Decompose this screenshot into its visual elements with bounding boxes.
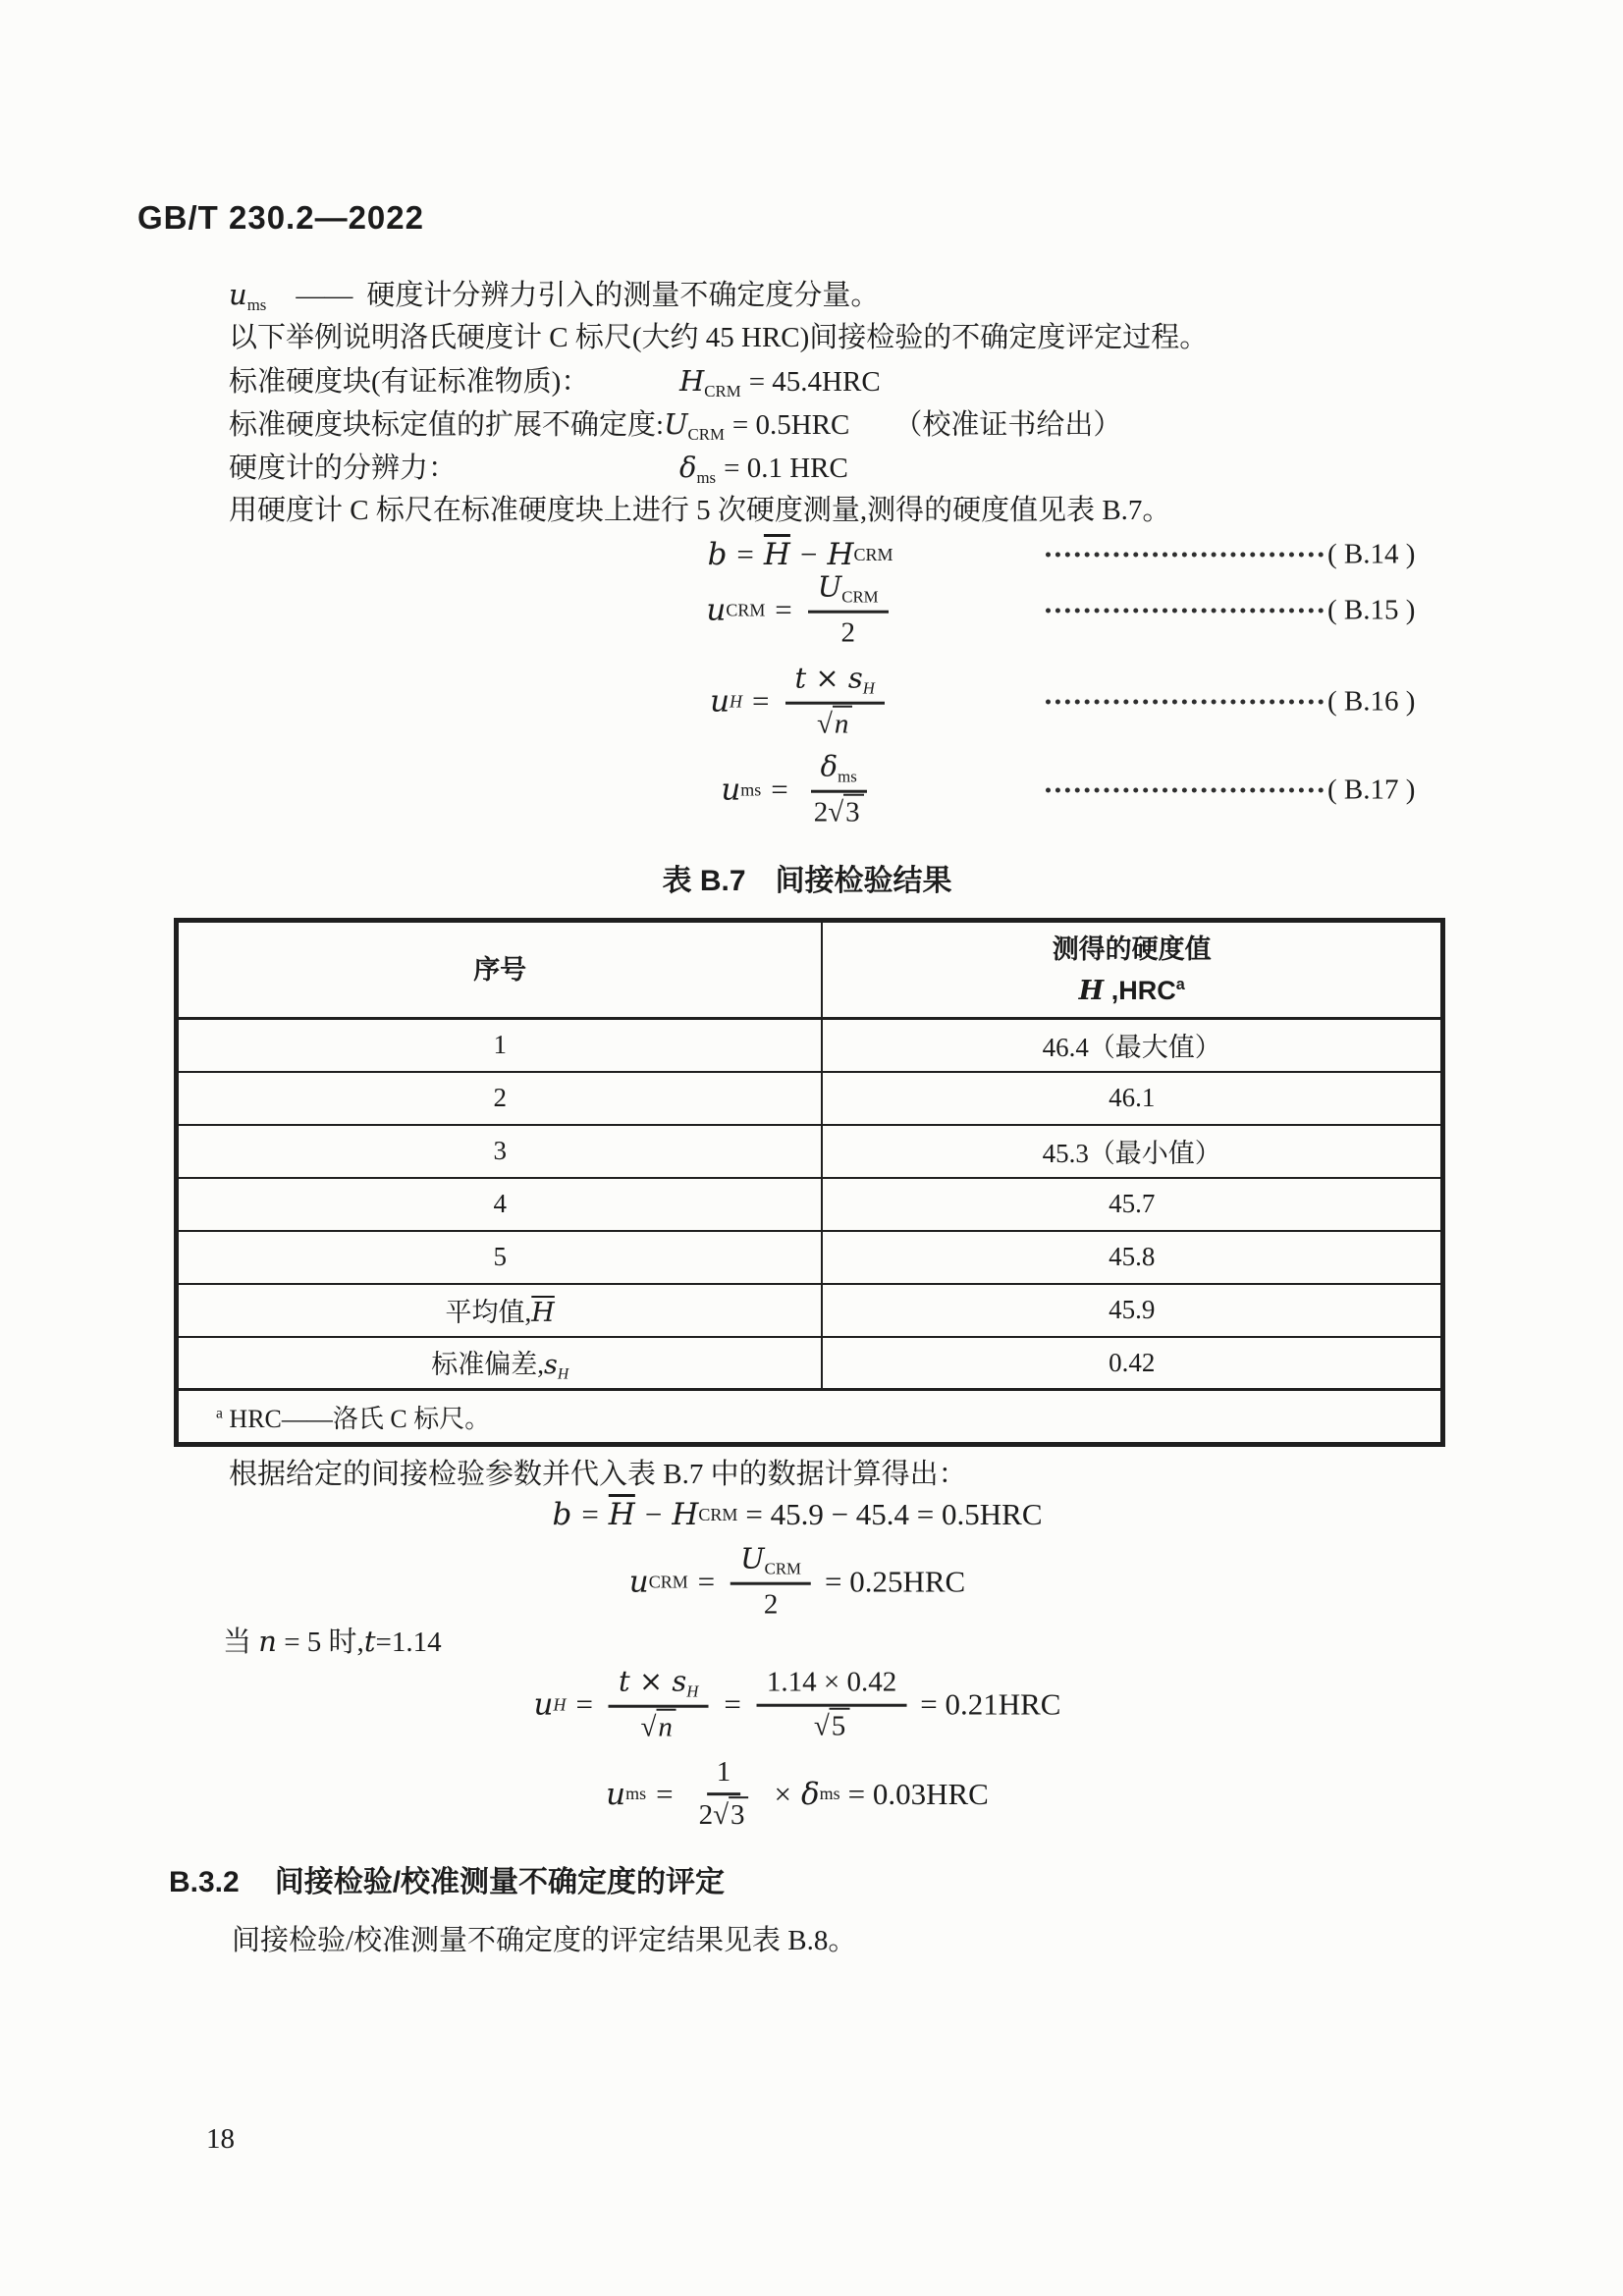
c1-h-crm: H	[672, 1497, 699, 1532]
equation-b14	[545, 537, 1055, 572]
eq16-lhs-sub: H	[730, 691, 743, 712]
eq16-equals: =	[752, 683, 770, 719]
eq17-numerator: $\delta_{ms}$	[811, 751, 867, 793]
equation-b15	[545, 571, 1055, 651]
c2-denominator: 2	[763, 1588, 779, 1621]
c3-equals2: =	[724, 1686, 741, 1722]
value-cell: 46.4（最大值）	[822, 1019, 1442, 1072]
eq16-lhs: u	[710, 683, 730, 720]
u-crm-subscript: CRM	[687, 424, 725, 444]
crm-block-label: 标准硬度块(有证标准物质)：	[229, 366, 590, 398]
sqrt-sign: √	[713, 1799, 729, 1832]
dotted-leader	[1046, 700, 1324, 705]
c1-h-bar: $\overline{H}$	[608, 1497, 635, 1532]
table-row-average	[177, 1284, 1443, 1337]
t-symbol: t	[363, 1625, 376, 1658]
n-symbol: n	[258, 1625, 277, 1658]
equation-b17-label: ( B.17 )	[1327, 774, 1416, 806]
page-number: 18	[206, 2123, 235, 2155]
equation-b17	[545, 751, 1055, 830]
eq15-numerator: $U_{CRM}$	[808, 571, 889, 614]
c4-equals: =	[656, 1777, 674, 1811]
table-row	[177, 1231, 1443, 1284]
table-row	[177, 1125, 1443, 1178]
c3-result: = 0.21HRC	[920, 1686, 1061, 1722]
c2-lhs: u	[628, 1564, 649, 1600]
table-b7-footnote: $^a$ HRC——洛氏 C 标尺。	[177, 1390, 1443, 1445]
c1-h-crm-sub: CRM	[698, 1504, 738, 1524]
c3-numerator2: 1.14 × 0.42	[757, 1667, 906, 1706]
eq17-fraction	[804, 751, 874, 830]
c3-fraction1	[609, 1666, 708, 1745]
h-crm-subscript: CRM	[704, 381, 741, 400]
eq17-lhs-sub: ms	[740, 779, 762, 800]
sqrt-radicand: n	[656, 1709, 676, 1743]
seq-cell: 2	[177, 1072, 823, 1125]
seq-cell: 5	[177, 1231, 823, 1284]
eq17-lhs: u	[721, 772, 741, 808]
equation-b16-label: ( B.16 )	[1327, 685, 1416, 718]
dotted-leader	[1046, 788, 1324, 793]
average-label-cell: 平均值$,\overline{H}$	[177, 1284, 823, 1337]
eq16-fraction	[785, 663, 885, 742]
u-ms-symbol: u	[229, 278, 247, 311]
sqrt-radicand: n	[833, 706, 853, 740]
c4-numerator: 1	[707, 1756, 741, 1795]
table-b7-header-col2	[822, 921, 1442, 1019]
n-t-line: 当 n = 5 时,t=1.14	[223, 1625, 442, 1658]
c3-numerator1: $t \times s_H$	[609, 1666, 708, 1708]
c3-denominator2	[804, 1706, 859, 1742]
calc-equation-ucrm	[629, 1543, 965, 1623]
eq16-denominator	[807, 705, 862, 741]
c4-delta-sub: ms	[819, 1784, 840, 1804]
section-b32-body: 间接检验/校准测量不确定度的评定结果见表 B.8。	[232, 1925, 857, 1956]
c3-lhs: u	[533, 1686, 554, 1723]
seq-cell: 4	[177, 1178, 823, 1231]
eq14-lhs: b	[707, 537, 728, 572]
table-b7	[174, 918, 1445, 1447]
value-cell: 46.1	[822, 1072, 1442, 1125]
c1-lhs: b	[552, 1497, 572, 1532]
c2-equals: =	[697, 1564, 716, 1599]
example-intro-line: 以下举例说明洛氏硬度计 C 标尺(大约 45 HRC)间接检验的不确定度评定过程。	[229, 322, 1209, 353]
eq17-denominator: 2√3	[804, 793, 874, 829]
u-crm-symbol: U	[664, 407, 688, 441]
calc-equation-ums	[606, 1756, 989, 1833]
equation-b15-label: ( B.15 )	[1327, 594, 1416, 626]
c1-equals: =	[581, 1497, 599, 1531]
eq15-denominator: 2	[840, 616, 855, 649]
resolution-label: 硬度计的分辨力：	[229, 453, 458, 484]
eq15-equals: =	[775, 592, 792, 627]
section-b32-number: B.3.2	[169, 1866, 240, 1898]
definition-dash: ——	[296, 280, 353, 311]
calc-equation-uh	[534, 1666, 1061, 1745]
sqrt-sign: √	[817, 708, 833, 740]
c2-lhs-sub: CRM	[648, 1572, 688, 1592]
c4-fraction	[689, 1756, 759, 1833]
eq15-lhs-sub: CRM	[726, 600, 766, 620]
u-crm-value: = 0.5HRC	[731, 409, 850, 441]
value-cell: 45.7	[822, 1178, 1442, 1231]
eq17-equals: =	[771, 772, 788, 807]
table-b7-header-col2-line1: 测得的硬度值	[1052, 934, 1212, 964]
dotted-leader	[1046, 553, 1324, 558]
stddev-value-cell: 0.42	[822, 1337, 1442, 1390]
calc-intro-line: 根据给定的间接检验参数并代入表 B.7 中的数据计算得出：	[229, 1459, 967, 1490]
c1-minus: −	[644, 1497, 663, 1531]
seq-cell: 3	[177, 1125, 823, 1178]
section-b32-title: 间接检验/校准测量不确定度的评定	[274, 1866, 726, 1898]
equation-b16	[545, 663, 1055, 742]
c3-lhs-sub: H	[553, 1694, 567, 1715]
c4-denominator: 2√3	[689, 1796, 759, 1833]
stddev-label-cell: 标准偏差$,s_H$	[177, 1337, 823, 1390]
sqrt-radicand: 3	[729, 1797, 749, 1832]
table-row	[177, 1178, 1443, 1231]
h-crm-symbol: H	[679, 364, 705, 398]
c4-delta: δ	[800, 1777, 820, 1812]
c3-denominator1	[630, 1708, 685, 1744]
value-cell: 45.3（最小值）	[822, 1125, 1442, 1178]
table-b7-header-row	[177, 921, 1443, 1019]
calc-equation-b	[552, 1497, 1042, 1532]
table-b7-header-col1: 序号	[177, 921, 823, 1019]
resolution-value: = 0.1 HRC	[724, 453, 848, 484]
eq14-h-bar: $\overline{H}$	[763, 537, 790, 572]
delta-ms-symbol: δ	[679, 451, 697, 484]
ucrm-label: 标准硬度块标定值的扩展不确定度:	[229, 409, 665, 441]
c2-fraction	[730, 1543, 811, 1623]
sqrt-sign: √	[813, 1710, 830, 1742]
sqrt-radicand: 3	[843, 794, 864, 828]
c3-equals: =	[575, 1686, 593, 1722]
sqrt-sign: √	[828, 796, 844, 828]
c4-lhs: u	[606, 1777, 626, 1812]
table-row	[177, 1072, 1443, 1125]
definition-text: 硬度计分辨力引入的测量不确定度分量。	[366, 280, 880, 311]
c4-times: ×	[774, 1777, 791, 1811]
c2-result: = 0.25HRC	[825, 1564, 966, 1599]
sqrt-sign: √	[640, 1711, 657, 1743]
table-b7-title: 表 B.7 间接检验结果	[662, 865, 952, 897]
c4-result: = 0.03HRC	[847, 1777, 989, 1811]
table-b7-footnote-row	[177, 1390, 1443, 1445]
table-row-stddev	[177, 1337, 1443, 1390]
eq14-h-crm: H	[827, 537, 854, 572]
h-crm-value: = 45.4HRC	[748, 366, 881, 398]
table-b7-header-col2-line2: H ,HRC$^a$	[1078, 975, 1185, 1006]
c2-numerator: $U_{CRM}$	[730, 1543, 811, 1585]
u-ms-subscript: ms	[246, 294, 267, 314]
average-value-cell: 45.9	[822, 1284, 1442, 1337]
sqrt-radicand: 5	[830, 1707, 850, 1741]
eq14-equals: =	[736, 537, 754, 571]
eq14-h-crm-sub: CRM	[853, 544, 893, 564]
eq16-numerator: $t \times s_H$	[785, 663, 885, 705]
value-cell: 45.8	[822, 1231, 1442, 1284]
eq14-minus: −	[799, 537, 818, 571]
ucrm-note: （校准证书给出）	[893, 409, 1122, 441]
c3-fraction2	[757, 1667, 906, 1743]
c1-result: = 45.9 − 45.4 = 0.5HRC	[745, 1497, 1043, 1531]
delta-ms-subscript: ms	[696, 467, 717, 487]
dotted-leader	[1046, 609, 1324, 614]
seq-cell: 1	[177, 1019, 823, 1072]
c4-lhs-sub: ms	[625, 1784, 647, 1804]
eq15-fraction	[808, 571, 889, 651]
standard-code: GB/T 230.2—2022	[137, 199, 424, 236]
section-b32-heading	[169, 1857, 725, 1900]
eq15-lhs: u	[706, 592, 727, 628]
equation-b14-label: ( B.14 )	[1327, 538, 1416, 570]
table-row	[177, 1019, 1443, 1072]
measurement-line: 用硬度计 C 标尺在标准硬度块上进行 5 次硬度测量,测得的硬度值见表 B.7。	[229, 495, 1171, 526]
